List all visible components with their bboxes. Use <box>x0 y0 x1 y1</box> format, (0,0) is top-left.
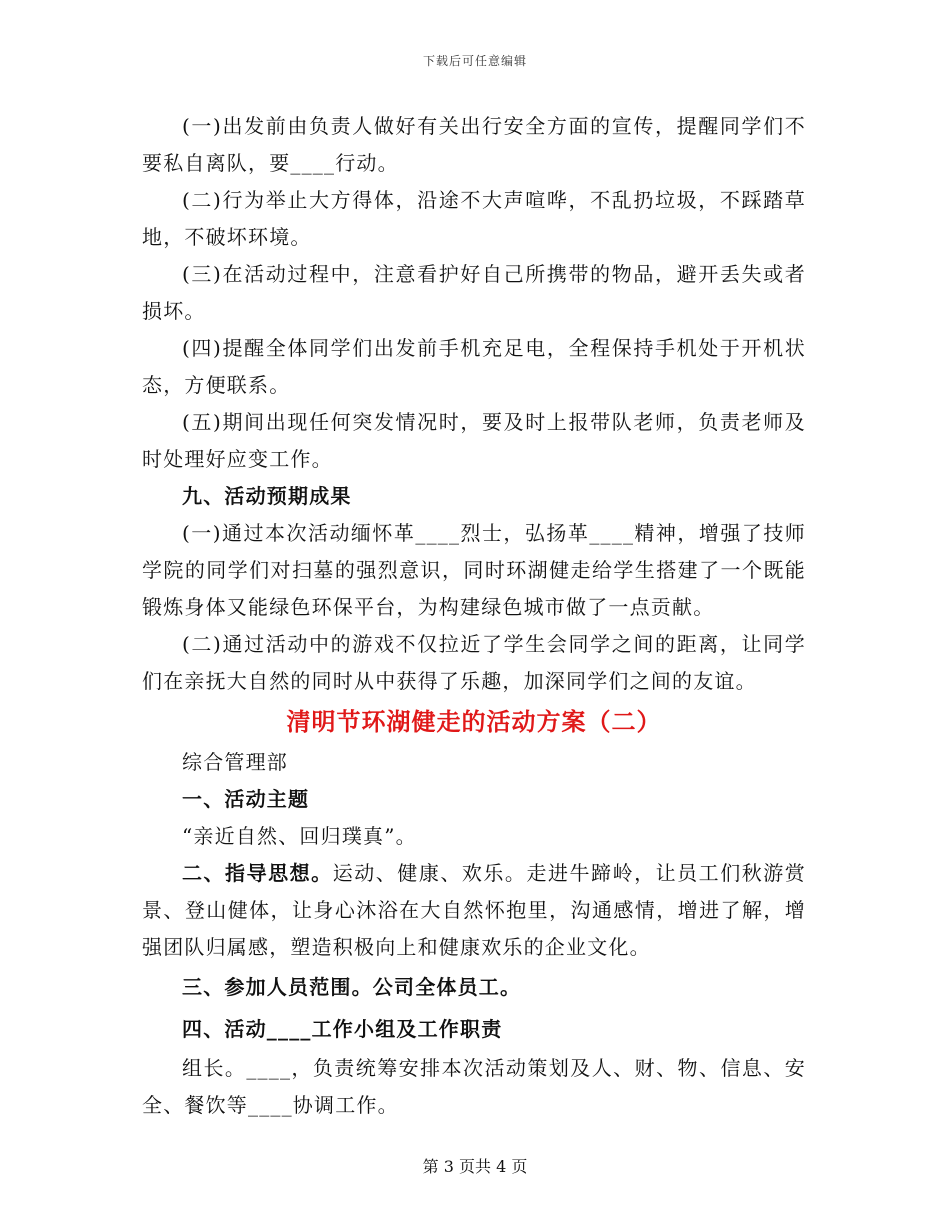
section-heading-organization: 四、活动____工作小组及工作职责 <box>182 1017 503 1041</box>
paragraph-safety-5: (五)期间出现任何突发情况时，要及时上报带队老师，负责老师及时处理好应变工作。 <box>142 410 806 471</box>
section-heading-theme: 一、活动主题 <box>182 787 310 811</box>
page-number: 第 3 页共 4 页 <box>422 1157 528 1176</box>
paragraph-result-2: (二)通过活动中的游戏不仅拉近了学生会同学之间的距离，让同学们在亲抚大自然的同时从中获得了乐趣，加深同学们之间的友谊。 <box>142 632 806 693</box>
paragraph-organization: 组长。____，负责统筹安排本次活动策划及人、财、物、信息、安全、餐饮等____协调工作。 <box>142 1056 806 1117</box>
paragraph-result-1: (一)通过本次活动缅怀革____烈士，弘扬革____精神，增强了技师学院的同学们对扫墓的强烈意识，同时环湖健走给学生搭建了一个既能锻炼身体又能绿色环保平台，为构建绿色城市做了一点贡献。 <box>142 521 806 619</box>
document-title: 清明节环湖健走的活动方案（二） <box>286 707 662 736</box>
page-header: 下载后可任意编辑 <box>422 54 527 68</box>
section-heading-participants: 三、参加人员范围。公司全体员工。 <box>182 975 522 999</box>
paragraph-guiding-thought <box>142 855 806 966</box>
paragraph-safety-4: (四)提醒全体同学们出发前手机充足电，全程保持手机处于开机状态，方便联系。 <box>142 336 806 397</box>
department-name: 综合管理部 <box>182 750 288 774</box>
paragraph-theme: “亲近自然、回归璞真”。 <box>182 824 417 848</box>
paragraph-safety-3: (三)在活动过程中，注意看护好自己所携带的物品，避开丢失或者损坏。 <box>142 262 806 323</box>
paragraph-safety-2: (二)行为举止大方得体，沿途不大声喧哗，不乱扔垃圾，不踩踏草地，不破坏环境。 <box>142 188 806 249</box>
guiding-text: 运动、健康、欢乐。走进牛蹄岭，让员工们秋游赏景、登山健体，让身心沐浴在大自然怀抱里，沟通感情，增进了解，增强团队归属感，塑造积极向上和健康欢乐的企业文化。 <box>142 861 806 959</box>
section-heading-expected-results: 九、活动预期成果 <box>182 484 352 508</box>
paragraph-safety-1: (一)出发前由负责人做好有关出行安全方面的宣传，提醒同学们不要私自离队，要____行动。 <box>142 114 806 175</box>
section-heading-guiding: 二、指导思想。 <box>182 861 333 885</box>
document-body <box>142 108 806 1124</box>
